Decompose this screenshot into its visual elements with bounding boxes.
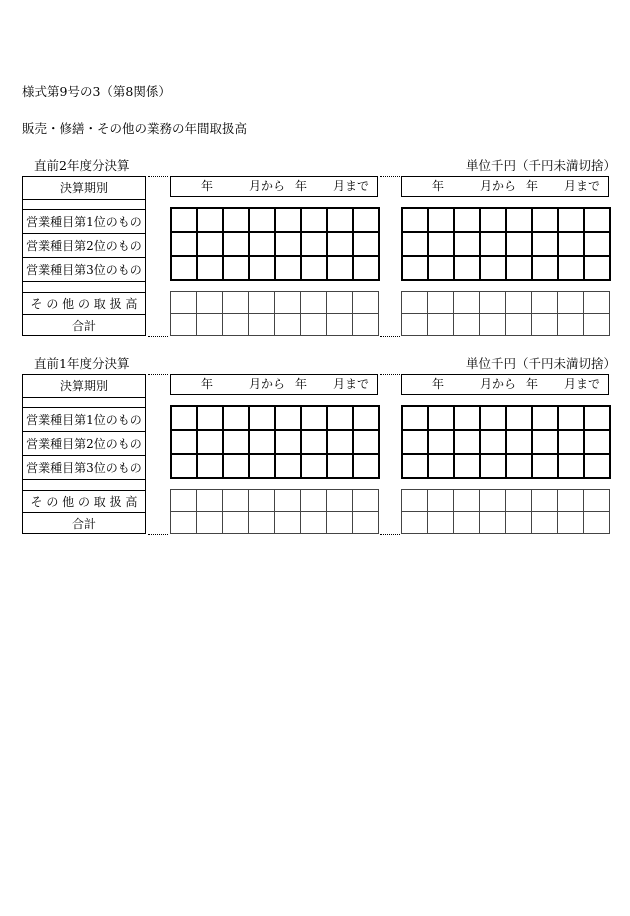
period-month-to: 月まで [333,179,370,193]
amount-cell[interactable] [197,292,223,314]
amount-cell[interactable] [507,209,533,233]
amount-cell[interactable] [559,257,585,281]
amount-cell[interactable] [507,257,533,281]
amount-cell[interactable] [584,490,610,512]
amount-cell[interactable] [354,431,380,455]
amount-cell[interactable] [249,490,275,512]
amount-cell[interactable] [250,257,276,281]
amount-cell[interactable] [403,455,429,479]
amount-cell[interactable] [506,512,532,534]
amount-cell[interactable] [302,407,328,431]
amount-cell[interactable] [402,292,428,314]
amount-cell[interactable] [585,257,611,281]
amount-cell[interactable] [532,512,558,534]
period-month-from: 月から [249,377,286,391]
spacer-row [23,397,145,407]
amount-cell[interactable] [275,314,301,336]
amount-cell[interactable] [171,512,197,534]
period-header-left [170,176,378,197]
dotted-separator [380,176,400,177]
amount-cell[interactable] [249,314,275,336]
amount-cell[interactable] [301,512,327,534]
amount-cell[interactable] [402,490,428,512]
dotted-separator [148,374,168,375]
period-year-end: 年 [295,179,308,193]
amount-cell[interactable] [353,490,379,512]
amount-cell[interactable] [301,292,327,314]
amount-cell[interactable] [224,407,250,431]
amount-cell[interactable] [328,431,354,455]
period-year-start: 年 [432,179,445,193]
amount-cell[interactable] [532,292,558,314]
amount-cell[interactable] [429,407,455,431]
amount-cell[interactable] [559,407,585,431]
amount-cell[interactable] [454,292,480,314]
amount-cell[interactable] [480,292,506,314]
row-label-rank1: 営業種目第1位のもの [23,407,145,431]
amount-cell[interactable] [559,431,585,455]
amount-cell[interactable] [454,512,480,534]
dotted-separator [380,534,400,535]
period-year-start: 年 [201,179,214,193]
amount-cell[interactable] [250,407,276,431]
period-year-end: 年 [526,179,539,193]
amount-cell[interactable] [454,490,480,512]
amount-cell[interactable] [224,257,250,281]
amount-cell[interactable] [481,455,507,479]
amount-cell[interactable] [506,490,532,512]
period-header-left [170,374,378,395]
amount-cell[interactable] [481,431,507,455]
amount-cell[interactable] [327,292,353,314]
amount-cell[interactable] [224,455,250,479]
amount-cell[interactable] [171,292,197,314]
amount-cell[interactable] [428,292,454,314]
amount-grid-other-total-left [170,291,379,336]
amount-cell[interactable] [353,512,379,534]
dotted-separator [380,336,400,337]
amount-cell[interactable] [302,431,328,455]
period-month-to: 月まで [333,377,370,391]
total-label: 合計 [23,512,145,534]
amount-cell[interactable] [428,512,454,534]
amount-cell[interactable] [328,233,354,257]
row-label-rank3: 営業種目第3位のもの [23,455,145,479]
amount-cell[interactable] [403,257,429,281]
period-year-end: 年 [526,377,539,391]
amount-cell[interactable] [276,209,302,233]
amount-cell[interactable] [276,233,302,257]
amount-cell[interactable] [353,314,379,336]
amount-cell[interactable] [558,292,584,314]
dotted-separator [148,534,168,535]
row-label-rank3: 営業種目第3位のもの [23,257,145,281]
amount-cell[interactable] [223,490,249,512]
amount-cell[interactable] [532,314,558,336]
amount-cell[interactable] [172,455,198,479]
amount-cell[interactable] [354,257,380,281]
dotted-separator [148,176,168,177]
amount-cell[interactable] [354,407,380,431]
amount-cell[interactable] [224,209,250,233]
amount-cell[interactable] [275,292,301,314]
amount-cell[interactable] [532,490,558,512]
amount-cell[interactable] [558,314,584,336]
amount-cell[interactable] [198,233,224,257]
amount-cell[interactable] [558,512,584,534]
spacer-row [23,479,145,490]
amount-cell[interactable] [301,490,327,512]
amount-cell[interactable] [172,431,198,455]
period-month-from: 月から [480,179,517,193]
amount-cell[interactable] [507,233,533,257]
period-header-right [401,374,609,395]
form-title: 販売・修繕・その他の業務の年間取扱高 [22,121,248,136]
amount-cell[interactable] [455,209,481,233]
amount-cell[interactable] [533,209,559,233]
period-month-to: 月まで [564,179,601,193]
amount-cell[interactable] [275,490,301,512]
amount-cell[interactable] [585,407,611,431]
amount-cell[interactable] [301,314,327,336]
amount-cell[interactable] [223,292,249,314]
amount-cell[interactable] [198,209,224,233]
amount-cell[interactable] [224,431,250,455]
amount-cell[interactable] [250,233,276,257]
amount-cell[interactable] [428,490,454,512]
amount-cell[interactable] [250,455,276,479]
amount-cell[interactable] [276,455,302,479]
amount-cell[interactable] [198,407,224,431]
other-label: そ の 他 の 取 扱 高 [23,292,145,314]
form-number: 様式第9号の3（第8関係） [22,84,171,99]
amount-cell[interactable] [507,455,533,479]
amount-cell[interactable] [533,233,559,257]
amount-cell[interactable] [302,233,328,257]
amount-cell[interactable] [198,257,224,281]
amount-cell[interactable] [276,257,302,281]
amount-grid-top3-right [401,207,611,281]
dotted-separator [380,374,400,375]
amount-grid-top3-left [170,405,380,479]
amount-cell[interactable] [506,314,532,336]
amount-cell[interactable] [558,490,584,512]
amount-grid-top3-left [170,207,380,281]
amount-cell[interactable] [584,512,610,534]
total-label: 合計 [23,314,145,336]
amount-cell[interactable] [507,407,533,431]
amount-cell[interactable] [223,314,249,336]
amount-cell[interactable] [223,512,249,534]
amount-cell[interactable] [328,209,354,233]
amount-cell[interactable] [172,209,198,233]
period-year-end: 年 [295,377,308,391]
label-column [22,176,146,336]
period-month-to: 月まで [564,377,601,391]
period-header-right [401,176,609,197]
amount-cell[interactable] [403,431,429,455]
amount-cell[interactable] [559,233,585,257]
amount-cell[interactable] [354,455,380,479]
unit-note: 単位千円（千円未満切捨） [466,158,617,173]
section-heading: 直前1年度分決算 [34,356,130,371]
amount-cell[interactable] [584,314,610,336]
period-year-start: 年 [432,377,445,391]
amount-cell[interactable] [327,314,353,336]
amount-cell[interactable] [428,314,454,336]
amount-cell[interactable] [585,455,611,479]
amount-cell[interactable] [198,431,224,455]
amount-cell[interactable] [481,257,507,281]
amount-cell[interactable] [197,314,223,336]
spacer-row [23,199,145,209]
amount-cell[interactable] [403,209,429,233]
label-column [22,374,146,534]
amount-cell[interactable] [327,512,353,534]
amount-grid-other-total-right [401,489,610,534]
unit-note: 単位千円（千円未満切捨） [466,356,617,371]
amount-cell[interactable] [481,233,507,257]
amount-cell[interactable] [429,431,455,455]
amount-cell[interactable] [533,431,559,455]
amount-cell[interactable] [276,407,302,431]
period-label: 決算期別 [59,379,108,393]
amount-cell[interactable] [403,233,429,257]
amount-grid-other-total-left [170,489,379,534]
amount-cell[interactable] [172,233,198,257]
amount-cell[interactable] [171,314,197,336]
amount-cell[interactable] [585,233,611,257]
spacer-row [23,281,145,292]
amount-cell[interactable] [172,257,198,281]
amount-cell[interactable] [584,292,610,314]
other-label: そ の 他 の 取 扱 高 [23,490,145,512]
amount-cell[interactable] [559,455,585,479]
amount-cell[interactable] [328,257,354,281]
amount-cell[interactable] [172,407,198,431]
amount-cell[interactable] [250,431,276,455]
amount-cell[interactable] [507,431,533,455]
amount-cell[interactable] [455,407,481,431]
amount-cell[interactable] [481,407,507,431]
amount-cell[interactable] [429,455,455,479]
amount-cell[interactable] [429,257,455,281]
row-label-rank2: 営業種目第2位のもの [23,431,145,455]
amount-cell[interactable] [429,233,455,257]
amount-cell[interactable] [585,431,611,455]
amount-cell[interactable] [171,490,197,512]
row-label-rank1: 営業種目第1位のもの [23,209,145,233]
amount-cell[interactable] [402,512,428,534]
amount-cell[interactable] [429,209,455,233]
amount-cell[interactable] [327,490,353,512]
section-heading: 直前2年度分決算 [34,158,130,173]
amount-cell[interactable] [198,455,224,479]
amount-cell[interactable] [480,512,506,534]
amount-cell[interactable] [403,407,429,431]
amount-cell[interactable] [481,209,507,233]
amount-cell[interactable] [197,512,223,534]
period-month-from: 月から [249,179,286,193]
amount-cell[interactable] [197,490,223,512]
amount-cell[interactable] [354,209,380,233]
amount-cell[interactable] [455,233,481,257]
amount-grid-top3-right [401,405,611,479]
amount-grid-other-total-right [401,291,610,336]
amount-cell[interactable] [455,257,481,281]
amount-cell[interactable] [328,407,354,431]
amount-cell[interactable] [454,314,480,336]
amount-cell[interactable] [275,512,301,534]
amount-cell[interactable] [402,314,428,336]
amount-cell[interactable] [506,292,532,314]
period-year-start: 年 [201,377,214,391]
dotted-separator [148,336,168,337]
amount-cell[interactable] [353,292,379,314]
amount-cell[interactable] [328,455,354,479]
period-label: 決算期別 [59,181,108,195]
amount-cell[interactable] [302,209,328,233]
amount-cell[interactable] [480,490,506,512]
amount-cell[interactable] [276,431,302,455]
amount-cell[interactable] [480,314,506,336]
amount-cell[interactable] [249,292,275,314]
amount-cell[interactable] [533,455,559,479]
amount-cell[interactable] [455,455,481,479]
period-month-from: 月から [480,377,517,391]
amount-cell[interactable] [249,512,275,534]
amount-cell[interactable] [302,455,328,479]
amount-cell[interactable] [559,209,585,233]
amount-cell[interactable] [455,431,481,455]
amount-cell[interactable] [533,407,559,431]
amount-cell[interactable] [585,209,611,233]
amount-cell[interactable] [354,233,380,257]
amount-cell[interactable] [302,257,328,281]
amount-cell[interactable] [224,233,250,257]
amount-cell[interactable] [533,257,559,281]
amount-cell[interactable] [250,209,276,233]
row-label-rank2: 営業種目第2位のもの [23,233,145,257]
